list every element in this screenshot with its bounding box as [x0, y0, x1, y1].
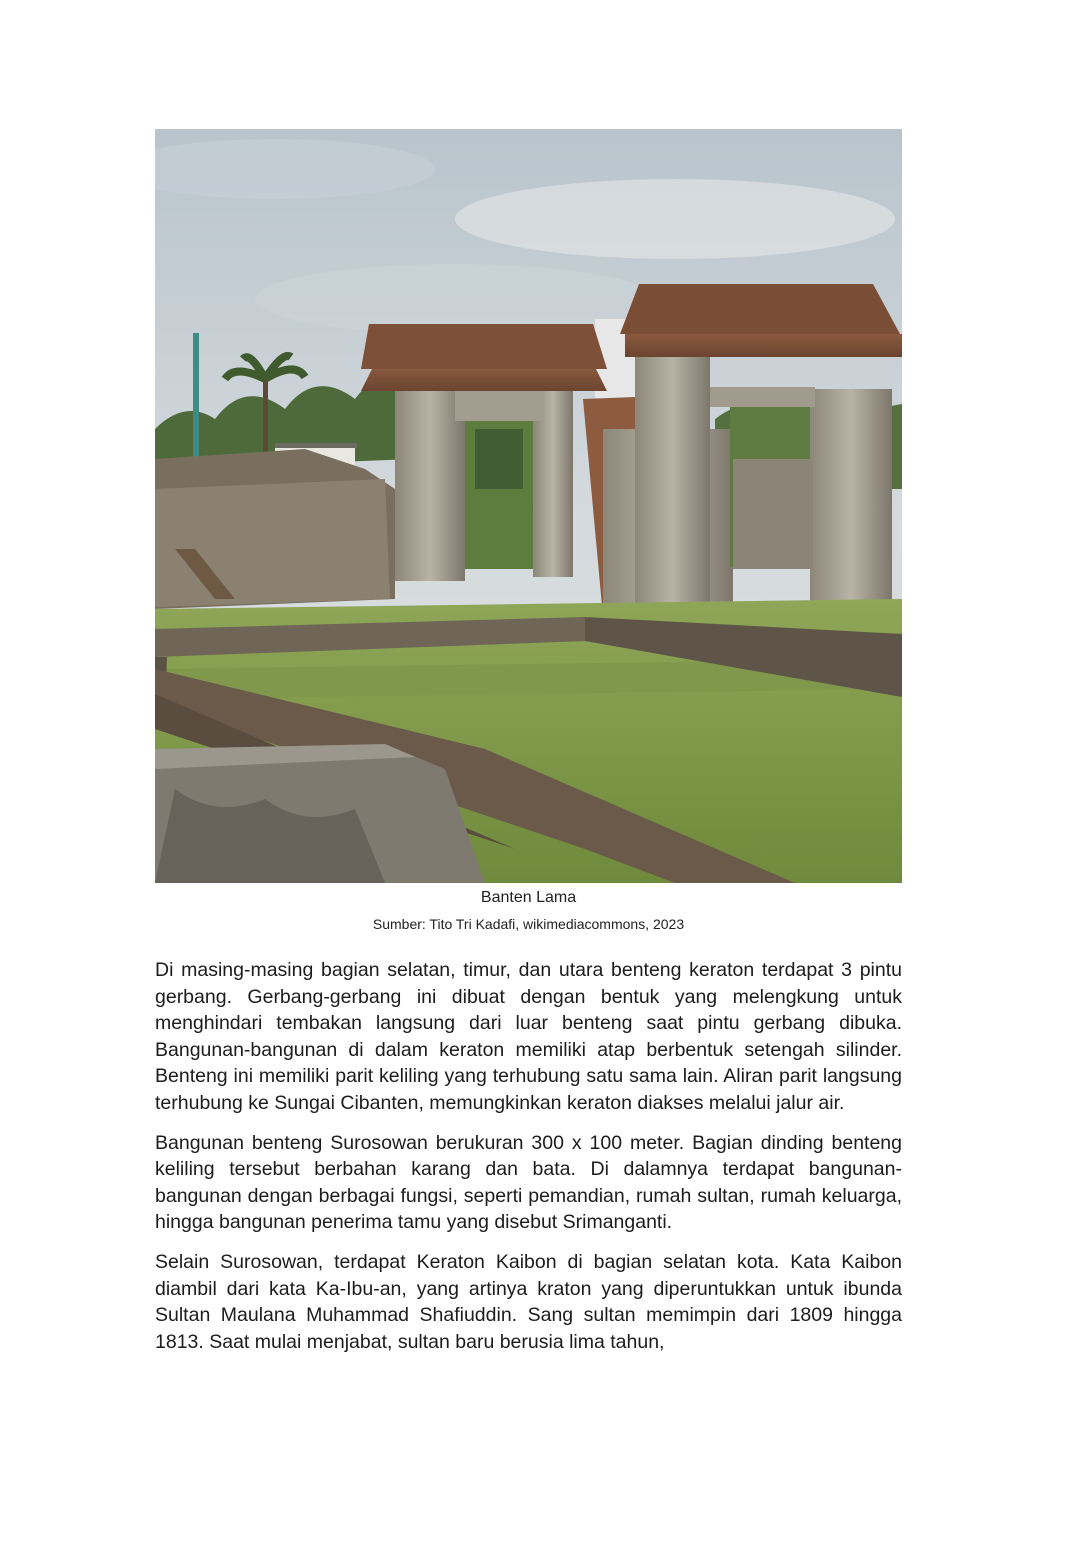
figure-source: Sumber: Tito Tri Kadafi, wikimediacommons, 2023 — [372, 916, 685, 932]
body-text — [155, 957, 902, 1368]
paragraph-surosowan: Bangunan benteng Surosowan berukuran 300 x 100 meter. Bagian dinding benteng keliling tersebut berbahan karang dan bata. Di dalamnya terdapat bangunan-bangunan dengan berbagai fungsi, seperti pemandian, rumah sultan, rumah keluarga, hingga bangunan penerima tamu yang disebut Srimanganti. — [155, 1131, 902, 1234]
banten-lama-photo — [155, 129, 902, 883]
figure-caption: Banten Lama — [480, 889, 577, 906]
ruins-photo-illustration — [155, 129, 902, 883]
paragraph-gates: Di masing-masing bagian selatan, timur, dan utara benteng keraton terdapat 3 pintu gerbang. Gerbang-gerbang ini dibuat dengan bentuk yang melengkung untuk menghindari tembakan langsung dari luar benteng saat pintu gerbang dibuka. Bangunan-bangunan di dalam keraton memiliki atap berbentuk setengah silinder. Benteng ini memiliki parit keliling yang terhubung satu sama lain. Aliran parit langsung terhubung ke Sungai Cibanten, memungkinkan keraton diakses melalui jalur air. — [155, 959, 902, 1114]
paragraph-kaibon: Selain Surosowan, terdapat Keraton Kaibon di bagian selatan kota. Kata Kaibon diambil dari kata Ka-Ibu-an, yang artinya kraton yang diperuntukkan untuk ibunda Sultan Maulana Muhammad Shafiuddin. Sang sultan memimpin dari 1809 hingga 1813. Saat mulai menjabat, sultan baru berusia lima tahun, — [155, 1250, 902, 1353]
